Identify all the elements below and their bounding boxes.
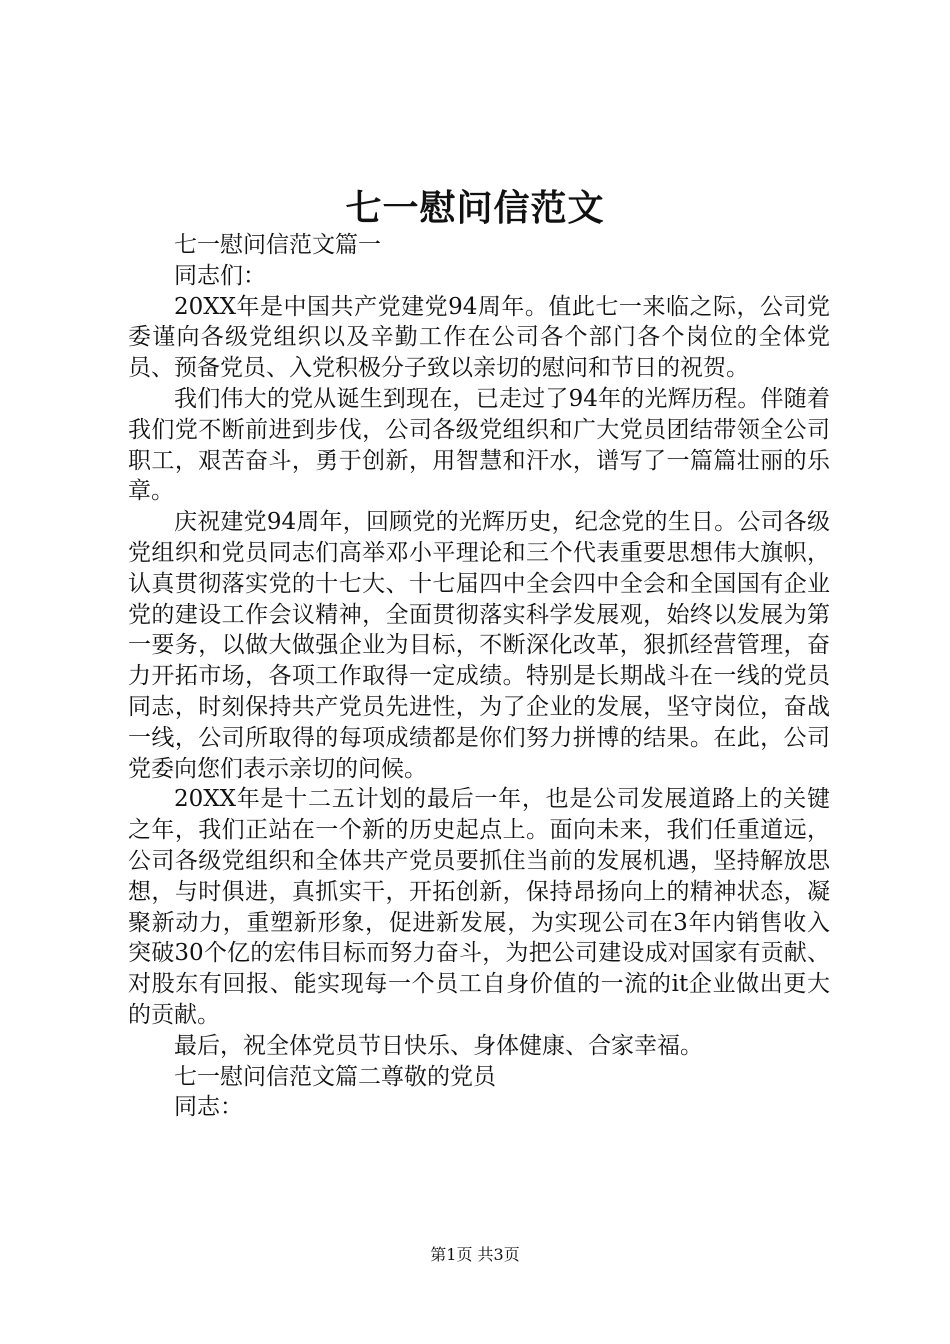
page-footer: 第1页 共3页 xyxy=(430,1245,520,1264)
salutation-2: 同志： xyxy=(174,1094,243,1121)
paragraph-3: 庆祝建党94周年，回顾党的光辉历史，纪念党的生日。公司各级党组织和党员同志们高举邓小平理论和三个代表重要思想伟大旗帜，认真贯彻落实党的十七大、十七届四中全会四中全会和全国国有企业党的建设工作会议精神，全面贯彻落实科学发展观，始终以发展为第一要务，以做大做强企业为目标，不断深化改革，狠抓经营管理，奋力开拓市场，各项工作取得一定成绩。特别是长期战斗在一线的党员同志，时刻保持共产党员先进性，为了企业的发展，坚守岗位，奋战一线，公司所取得的每项成绩都是你们努力拼博的结果。在此，公司党委向您们表示亲切的问候。 xyxy=(128,509,830,782)
paragraph-5: 最后，祝全体党员节日快乐、身体健康、合家幸福。 xyxy=(174,1032,703,1059)
salutation-1: 同志们： xyxy=(174,262,266,289)
paragraph-1: 20XX年是中国共产党建党94周年。值此七一来临之际，公司党委谨向各级党组织以及辛勤工作在公司各个部门各个岗位的全体党员、预备党员、入党积极分子致以亲切的慰问和节日的祝贺。 xyxy=(128,293,830,382)
paragraph-4: 20XX年是十二五计划的最后一年，也是公司发展道路上的关键之年，我们正站在一个新的历史起点上。面向未来，我们任重道远，公司各级党组织和全体共产党员要抓住当前的发展机遇，坚持解放思想，与时俱进，真抓实干，开拓创新，保持昂扬向上的精神状态，凝聚新动力，重塑新形象，促进新发展，为实现公司在3年内销售收入突破30个亿的宏伟目标而努力奋斗，为把公司建设成对国家有贡献、对股东有回报、能实现每一个员工自身价值的一流的it企业做出更大的贡献。 xyxy=(128,786,830,1028)
document-title: 七一慰问信范文 xyxy=(345,187,605,229)
document-body xyxy=(128,230,830,1123)
section-heading-1: 七一慰问信范文篇一 xyxy=(174,232,381,258)
section-heading-2: 七一慰问信范文篇二尊敬的党员 xyxy=(174,1063,496,1090)
paragraph-2: 我们伟大的党从诞生到现在，已走过了94年的光辉历程。伴随着我们党不断前进到步伐，公司各级党组织和广大党员团结带领全公司职工，艰苦奋斗，勇于创新，用智慧和汗水，谱写了一篇篇壮丽的乐章。 xyxy=(128,385,830,505)
